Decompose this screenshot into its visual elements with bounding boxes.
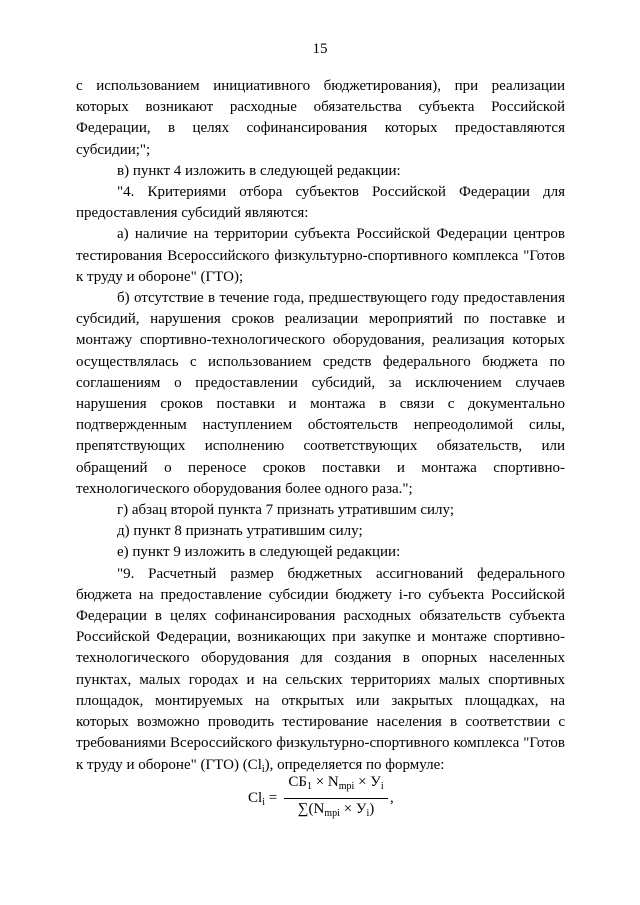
formula-lhs-sub: i: [262, 797, 265, 808]
formula-equals: =: [268, 790, 278, 806]
den-u-sub: i: [366, 808, 370, 819]
num-sb: СБ: [288, 774, 307, 790]
times-1: ×: [315, 774, 325, 790]
den-close: ): [369, 801, 375, 817]
paragraph-item-g: г) абзац второй пункта 7 признать утратившим силу;: [117, 502, 454, 519]
paragraph-item-a: а) наличие на территории субъекта Российской Федерации центров тестирования Всероссийского физкультурно-спортивного комплекса "Готов к труду и обороне" (ГТО);: [76, 226, 565, 285]
paragraph-item-v: в) пункт 4 изложить в следующей редакции:: [117, 162, 401, 179]
num-n-sub: mpi: [338, 781, 355, 792]
paragraph-point-9: [76, 564, 565, 780]
times-3: ×: [343, 801, 353, 817]
cl-subscript: i: [261, 763, 265, 775]
paragraph-point-9-text: "9. Расчетный размер бюджетных ассигнований федерального бюджета на предоставление субсидии бюджету i-го субъекта Российской Федерации в целях софинансирования расходных обязательств субъекта Российской Федерации, возникающих при закупке и монтаже спортивно-технологического оборудования для создания в опорных населенных пунктах, малых городах и на сельских территориях малых спортивных площадок, монтируемых на открытых или закрытых площадках, на которых возможно проводить тестирование населения в соответствии с требованиями Всероссийского физкультурно-спортивного комплекса "Готов к труду и обороне" (ГТО) (Cl: [76, 565, 565, 773]
num-n: N: [327, 774, 339, 790]
den-u: У: [355, 801, 367, 817]
paragraph-continuation: с использованием инициативного бюджетирования), при реализации которых возникают расходные обязательства субъекта Российской Федерации, в целях софинансирования которых предоставляются субсидии;";: [76, 78, 565, 158]
page-number: 15: [312, 41, 328, 57]
num-u-sub: i: [380, 781, 384, 792]
fraction-bar: [284, 798, 388, 799]
den-n-sub: mpi: [324, 808, 340, 819]
paragraph-item-d: д) пункт 8 признать утратившим силу;: [117, 523, 363, 540]
paragraph-item-b: б) отсутствие в течение года, предшествующего году предоставления субсидий, нарушения сроков реализации мероприятий по поставке и монтажу спортивно-технологического оборудования, реализация которых осуществлялась с использованием средств федерального бюджета по соглашениям о предоставлении субсидий, за исключением случаев нарушения сроков поставки и монтажа в связи с документально подтвержденным наступлением обстоятельств непреодолимой силы, препятствующих исполнению соответствующих обязательств, или обращений о переносе сроков поставки и монтажа спортивно-технологического оборудования более одного раза.";: [76, 290, 565, 497]
formula-denominator: [284, 801, 388, 823]
document-body: [76, 76, 565, 780]
formula-lhs: [248, 790, 277, 808]
paragraph-point-4: "4. Критериями отбора субъектов Российской Федерации для предоставления субсидий являются:: [76, 184, 565, 222]
paragraph-point-9-tail: ), определяется по формуле:: [264, 756, 445, 773]
times-2: ×: [358, 774, 367, 790]
formula-lhs-symbol: Cl: [248, 790, 263, 806]
formula: [248, 774, 448, 834]
num-u: У: [370, 774, 381, 790]
paragraph-item-e: е) пункт 9 изложить в следующей редакции:: [117, 544, 401, 561]
formula-numerator: [284, 774, 388, 796]
den-sum-open: ∑(N: [297, 801, 325, 817]
formula-fraction: [284, 774, 388, 823]
formula-comma: ,: [390, 790, 394, 806]
num-sb-sub: 1: [306, 781, 312, 792]
